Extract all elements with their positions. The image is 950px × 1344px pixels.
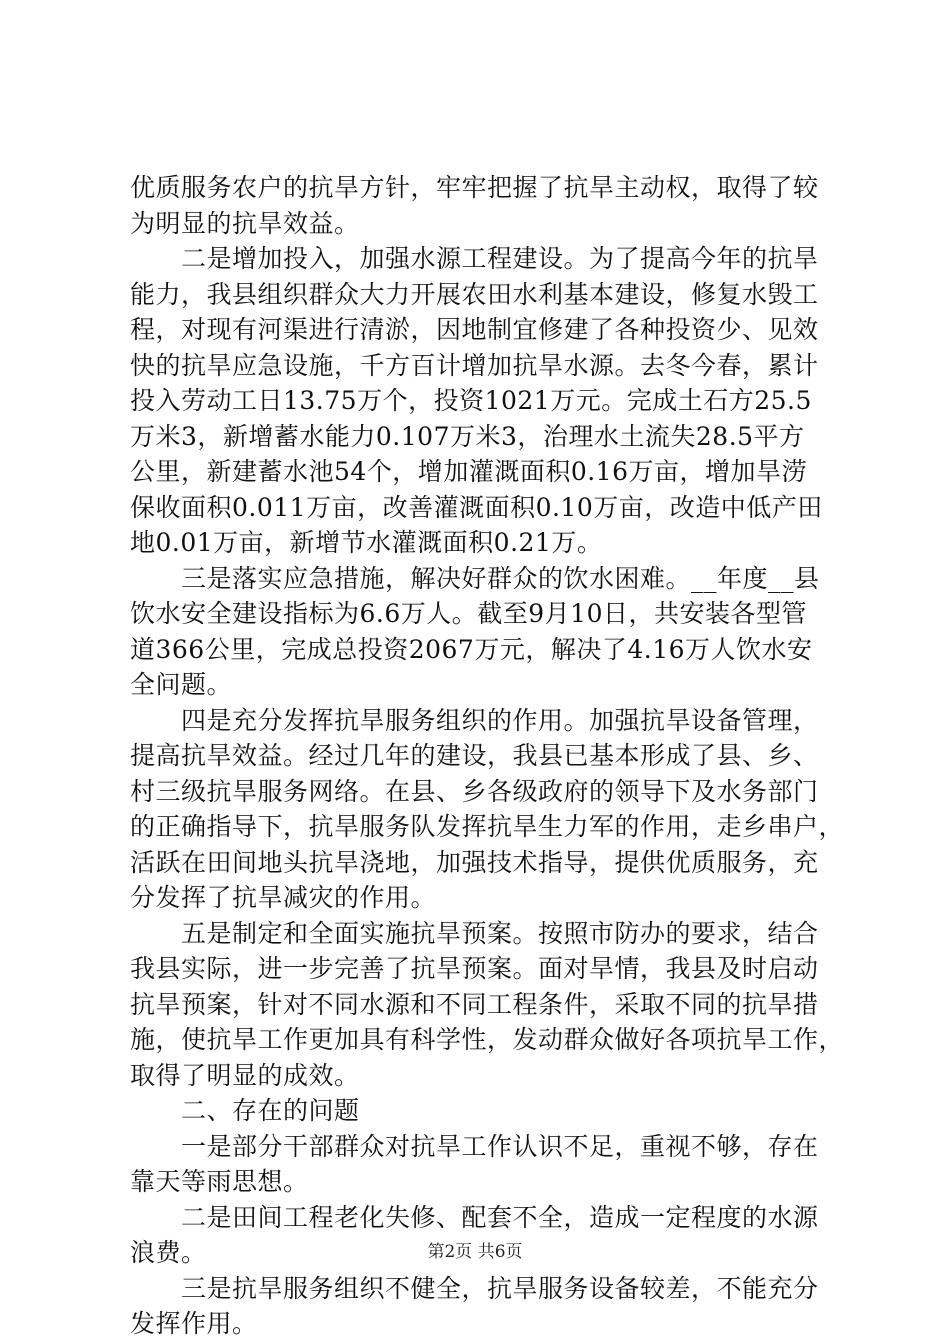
text-line: 饮水安全建设指标为6.6万人。截至9月10日，共安装各型管 <box>130 599 807 628</box>
text-line: 发挥作用。 <box>130 1309 258 1338</box>
text-line: 提高抗旱效益。经过几年的建设，我县已基本形成了县、乡、 <box>130 741 819 770</box>
text-line: 二是田间工程老化失修、配套不全，造成一定程度的水源 <box>130 1202 819 1232</box>
text-line: 二是增加投入，加强水源工程建设。为了提高今年的抗旱 <box>130 244 819 273</box>
text-line: 快的抗旱应急设施，千方百计增加抗旱水源。去冬今春，累计 <box>130 350 819 380</box>
text-line: 保收面积0.011万亩，改善灌溉面积0.10万亩，改造中低产田 <box>130 492 823 522</box>
text-line: 村三级抗旱服务网络。在县、乡各级政府的领导下及水务部门 <box>130 776 819 806</box>
text-line: 能力，我县组织群众大力开展农田水利基本建设，修复水毁工 <box>130 279 819 309</box>
text-line: 施，使抗旱工作更加具有科学性，发动群众做好各项抗旱工作， <box>130 1025 845 1054</box>
text-line: 取得了明显的成效。 <box>130 1060 360 1090</box>
text-line: 五是制定和全面实施抗旱预案。按照市防办的要求，结合 <box>130 918 819 948</box>
text-line: 全问题。 <box>130 670 233 699</box>
text-line: 抗旱预案，针对不同水源和不同工程条件，采取不同的抗旱措 <box>130 989 819 1019</box>
text-line: 三是落实应急措施，解决好群众的饮水困难。__年度__县 <box>130 563 820 593</box>
text-line: 活跃在田间地头抗旱浇地，加强技术指导，提供优质服务，充 <box>130 847 819 877</box>
page-number-footer: 第2页 共6页 <box>427 1242 523 1262</box>
section-heading: 二、存在的问题 <box>130 1096 360 1125</box>
document-body <box>130 170 845 1342</box>
text-line: 一是部分干部群众对抗旱工作认识不足，重视不够，存在 <box>130 1131 819 1161</box>
text-line: 优质服务农户的抗旱方针，牢牢把握了抗旱主动权，取得了较 <box>130 173 819 202</box>
text-line: 分发挥了抗旱减灾的作用。 <box>130 883 437 912</box>
text-line: 道366公里，完成总投资2067万元，解决了4.16万人饮水安 <box>130 634 813 664</box>
text-line: 投入劳动工日13.75万个，投资1021万元。完成土石方25.5 <box>130 386 812 415</box>
text-line: 地0.01万亩，新增节水灌溉面积0.21万。 <box>130 528 603 557</box>
text-line: 三是抗旱服务组织不健全，抗旱服务设备较差，不能充分 <box>130 1273 819 1303</box>
text-line: 程，对现有河渠进行清淤，因地制宜修建了各种投资少、见效 <box>130 315 819 344</box>
text-line: 四是充分发挥抗旱服务组织的作用。加强抗旱设备管理， <box>130 705 819 735</box>
text-line: 为明显的抗旱效益。 <box>130 208 360 238</box>
text-line: 的正确指导下，抗旱服务队发挥抗旱生力军的作用，走乡串户， <box>130 812 845 841</box>
text-line: 公里，新建蓄水池54个，增加灌溉面积0.16万亩，增加旱涝 <box>130 457 807 486</box>
text-line: 靠天等雨思想。 <box>130 1167 309 1196</box>
text-line: 万米3，新增蓄水能力0.107万米3，治理水土流失28.5平方 <box>130 421 805 451</box>
text-line: 我县实际，进一步完善了抗旱预案。面对旱情，我县及时启动 <box>130 954 819 983</box>
text-line: 浪费。 <box>130 1238 207 1267</box>
